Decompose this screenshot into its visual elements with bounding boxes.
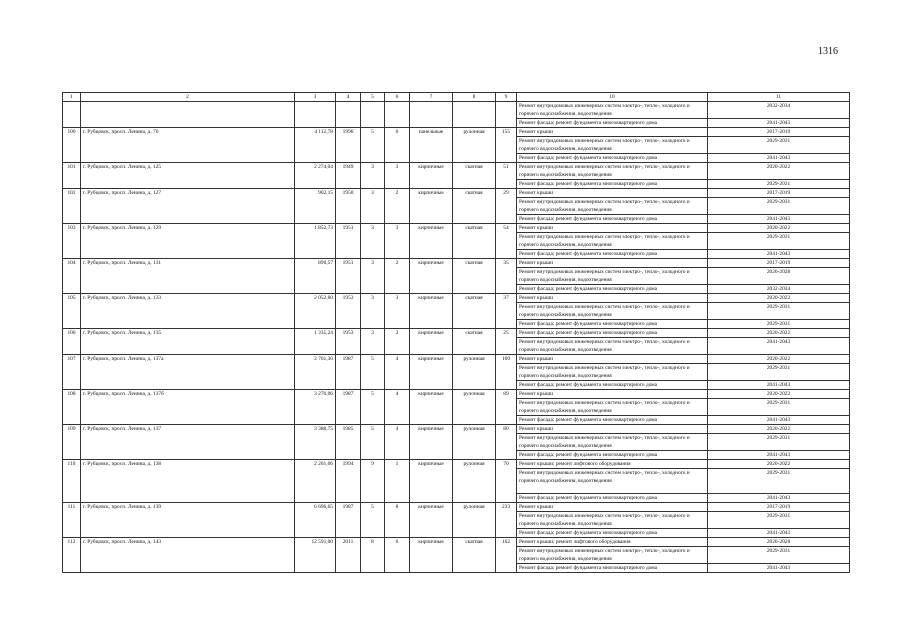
cell-work-type: Ремонт внутридомовых инженерных систем электро-, тепло-, холодного и горячего водоснабжения, водоотведения: [517, 338, 708, 355]
table-row: [63, 355, 850, 364]
cell-work-type: Ремонт крыши: [517, 128, 708, 137]
cell-work-type: Ремонт фасада; ремонт фундамента многоквартирного дома: [517, 416, 708, 425]
cell-apartments: 100: [496, 355, 517, 390]
cell-period: 2041-2043: [708, 451, 850, 460]
cell-period: 2041-2043: [708, 416, 850, 425]
cell-entrances: 6: [385, 538, 410, 573]
cell-apartments: 54: [496, 224, 517, 259]
cell-wall-material: кирпичные: [410, 460, 453, 503]
cell-row-number: 108: [63, 390, 81, 425]
cell-period: 2041-2043: [708, 215, 850, 224]
cell-address: г. Рубцовск, просп. Ленина, д. 129: [81, 224, 295, 259]
cell-floors: 3: [361, 294, 385, 329]
table-row: [63, 294, 850, 303]
cell-area: 902,15: [295, 189, 336, 224]
cell-apartments: 35: [496, 259, 517, 294]
cell-period: 2029-2031: [708, 547, 850, 564]
header-cell: 3: [295, 93, 336, 102]
cell-address: г. Рубцовск, просп. Ленина, д. 139: [81, 503, 295, 538]
cell-area: 4 112,78: [295, 128, 336, 163]
cell-row-number: 110: [63, 460, 81, 503]
cell-period: 2029-2031: [708, 180, 850, 189]
cell-year-built: 1953: [336, 329, 361, 355]
cell-area: 3 388,75: [295, 425, 336, 460]
cell-work-type: Ремонт фасада; ремонт фундамента многоквартирного дома: [517, 285, 708, 294]
table-row: [63, 163, 850, 180]
cell-year-built: 1951: [336, 224, 361, 259]
cell-year-built: 1985: [336, 425, 361, 460]
cell-period: 2029-2031: [708, 137, 850, 154]
cell-entrances: 6: [385, 128, 410, 163]
cell-period: 2020-2022: [708, 390, 850, 399]
cell-apartments: 37: [496, 294, 517, 329]
cell-wall-material: кирпичные: [410, 390, 453, 425]
table-row: [63, 460, 850, 469]
cell-address: [81, 102, 295, 128]
cell-row-number: 111: [63, 503, 81, 538]
cell-row-number: 112: [63, 538, 81, 573]
cell-work-type: Ремонт крыши: [517, 425, 708, 434]
cell-period: 2029-2031: [708, 469, 850, 494]
cell-wall-material: [410, 102, 453, 128]
cell-apartments: 233: [496, 503, 517, 538]
cell-entrances: 4: [385, 425, 410, 460]
cell-period: 2041-2043: [708, 154, 850, 163]
cell-floors: 3: [361, 329, 385, 355]
cell-apartments: 155: [496, 128, 517, 163]
cell-period: 2029-2031: [708, 364, 850, 381]
cell-area: 2 274,04: [295, 163, 336, 189]
cell-address: г. Рубцовск, просп. Ленина, д. 125: [81, 163, 295, 189]
cell-period: 2017-2019: [708, 189, 850, 198]
cell-roof-type: скатная: [453, 224, 496, 259]
cell-year-built: 1987: [336, 503, 361, 538]
cell-entrances: 3: [385, 294, 410, 329]
cell-roof-type: скатная: [453, 329, 496, 355]
cell-wall-material: кирпичные: [410, 538, 453, 573]
cell-roof-type: рулонная: [453, 390, 496, 425]
cell-row-number: 102: [63, 189, 81, 224]
cell-floors: 3: [361, 224, 385, 259]
cell-apartments: 89: [496, 390, 517, 425]
header-cell: 9: [496, 93, 517, 102]
cell-entrances: 2: [385, 259, 410, 294]
cell-period: 2032-2034: [708, 102, 850, 119]
cell-apartments: 25: [496, 329, 517, 355]
cell-apartments: 51: [496, 163, 517, 189]
cell-work-type: Ремонт фасада; ремонт фундамента многоквартирного дома: [517, 320, 708, 329]
repair-schedule-table: [62, 92, 850, 573]
cell-period: 2041-2043: [708, 381, 850, 390]
cell-address: г. Рубцовск, просп. Ленина, д. 143: [81, 538, 295, 573]
cell-year-built: 1987: [336, 355, 361, 390]
cell-work-type: Ремонт крыши: [517, 294, 708, 303]
cell-wall-material: кирпичные: [410, 259, 453, 294]
header-cell: 5: [361, 93, 385, 102]
cell-area: 6 696,65: [295, 503, 336, 538]
cell-roof-type: скатная: [453, 189, 496, 224]
cell-address: г. Рубцовск, просп. Ленина, д. 127: [81, 189, 295, 224]
cell-work-type: Ремонт крыши; ремонт лифтового оборудования: [517, 538, 708, 547]
page-number: 1316: [818, 46, 838, 57]
header-cell: 11: [708, 93, 850, 102]
cell-period: 2041-2043: [708, 494, 850, 503]
header-cell: 7: [410, 93, 453, 102]
cell-row-number: 104: [63, 259, 81, 294]
table-row: [63, 503, 850, 512]
cell-period: 2041-2043: [708, 338, 850, 355]
cell-work-type: Ремонт внутридомовых инженерных систем электро-, тепло-, холодного и горячего водоснабжения, водоотведения: [517, 434, 708, 451]
cell-work-type: Ремонт крыши: [517, 503, 708, 512]
cell-year-built: 1994: [336, 460, 361, 503]
cell-area: 3 276,06: [295, 390, 336, 425]
cell-work-type: Ремонт фасада; ремонт фундамента многоквартирного дома: [517, 180, 708, 189]
cell-area: 2 261,06: [295, 460, 336, 503]
cell-area: [295, 102, 336, 128]
cell-roof-type: скатная: [453, 163, 496, 189]
header-cell: 1: [63, 93, 81, 102]
cell-work-type: Ремонт фасада; ремонт фундамента многоквартирного дома: [517, 119, 708, 128]
cell-address: г. Рубцовск, просп. Ленина, д. 135: [81, 329, 295, 355]
cell-entrances: 1: [385, 460, 410, 503]
cell-period: 2017-2019: [708, 503, 850, 512]
cell-apartments: 70: [496, 460, 517, 503]
cell-work-type: Ремонт фасада; ремонт фундамента многоквартирного дома: [517, 154, 708, 163]
table-row: [63, 102, 850, 119]
cell-floors: 5: [361, 503, 385, 538]
cell-entrances: 3: [385, 163, 410, 189]
table-row: [63, 224, 850, 233]
table-row: [63, 329, 850, 338]
cell-row-number: 106: [63, 329, 81, 355]
table-wrapper: [62, 92, 850, 573]
cell-year-built: 1949: [336, 163, 361, 189]
cell-year-built: 1951: [336, 259, 361, 294]
cell-roof-type: рулонная: [453, 460, 496, 503]
cell-work-type: Ремонт внутридомовых инженерных систем электро-, тепло-, холодного и горячего водоснабжения, водоотведения: [517, 233, 708, 250]
cell-row-number: 109: [63, 425, 81, 460]
table-row: [63, 259, 850, 268]
cell-period: 2026-2028: [708, 268, 850, 285]
cell-entrances: 4: [385, 390, 410, 425]
cell-floors: 5: [361, 128, 385, 163]
cell-period: 2041-2043: [708, 119, 850, 128]
cell-period: 2041-2043: [708, 250, 850, 259]
cell-area: 12 591,00: [295, 538, 336, 573]
cell-period: 2029-2031: [708, 399, 850, 416]
cell-roof-type: скатная: [453, 259, 496, 294]
cell-work-type: Ремонт внутридомовых инженерных систем электро-, тепло-, холодного и горячего водоснабжения, водоотведения: [517, 547, 708, 564]
cell-work-type: Ремонт внутридомовых инженерных систем электро-, тепло-, холодного и горячего водоснабжения, водоотведения: [517, 364, 708, 381]
cell-row-number: [63, 102, 81, 128]
header-row: [63, 93, 850, 102]
cell-work-type: Ремонт внутридомовых инженерных систем электро-, тепло-, холодного и горячего водоснабжения, водоотведения: [517, 198, 708, 215]
table-row: [63, 189, 850, 198]
cell-period: 2020-2022: [708, 329, 850, 338]
header-cell: 8: [453, 93, 496, 102]
cell-period: 2029-2031: [708, 320, 850, 329]
cell-floors: 5: [361, 390, 385, 425]
cell-work-type: Ремонт внутридомовых инженерных систем электро-, тепло-, холодного и горячего водоснабжения, водоотведения: [517, 102, 708, 119]
table-row: [63, 390, 850, 399]
cell-area: 1 852,73: [295, 224, 336, 259]
header-cell: 4: [336, 93, 361, 102]
table-row: [63, 538, 850, 547]
cell-roof-type: скатная: [453, 294, 496, 329]
cell-period: 2041-2043: [708, 564, 850, 573]
cell-area: 2 761,30: [295, 355, 336, 390]
cell-work-type: Ремонт внутридомовых инженерных систем электро-, тепло-, холодного и горячего водоснабжения, водоотведения: [517, 512, 708, 529]
cell-wall-material: кирпичные: [410, 224, 453, 259]
cell-apartments: 162: [496, 538, 517, 573]
cell-row-number: 105: [63, 294, 81, 329]
cell-work-type: Ремонт внутридомовых инженерных систем электро-, тепло-, холодного и горячего водоснабжения, водоотведения: [517, 469, 708, 494]
cell-entrances: 4: [385, 355, 410, 390]
cell-row-number: 101: [63, 163, 81, 189]
cell-work-type: Ремонт крыши: [517, 259, 708, 268]
cell-entrances: 2: [385, 329, 410, 355]
cell-work-type: Ремонт фасада; ремонт фундамента многоквартирного дома: [517, 494, 708, 503]
cell-work-type: Ремонт фасада; ремонт фундамента многоквартирного дома: [517, 381, 708, 390]
cell-work-type: Ремонт крыши: [517, 390, 708, 399]
cell-row-number: 100: [63, 128, 81, 163]
cell-period: 2029-2031: [708, 198, 850, 215]
cell-work-type: Ремонт фасада; ремонт фундамента многоквартирного дома: [517, 215, 708, 224]
cell-wall-material: кирпичные: [410, 503, 453, 538]
cell-period: 2020-2022: [708, 294, 850, 303]
cell-period: 2032-2034: [708, 285, 850, 294]
cell-wall-material: панельные: [410, 128, 453, 163]
cell-year-built: 2011: [336, 538, 361, 573]
cell-year-built: [336, 102, 361, 128]
cell-period: 2020-2022: [708, 425, 850, 434]
cell-floors: 3: [361, 189, 385, 224]
cell-floors: 5: [361, 425, 385, 460]
cell-address: г. Рубцовск, просп. Ленина, д. 133: [81, 294, 295, 329]
cell-floors: 9: [361, 460, 385, 503]
cell-work-type: Ремонт внутридомовых инженерных систем электро-, тепло-, холодного и горячего водоснабжения, водоотведения: [517, 137, 708, 154]
cell-work-type: Ремонт фасада; ремонт фундамента многоквартирного дома: [517, 529, 708, 538]
cell-floors: [361, 102, 385, 128]
cell-year-built: 1953: [336, 294, 361, 329]
cell-year-built: 1987: [336, 390, 361, 425]
cell-row-number: 103: [63, 224, 81, 259]
cell-entrances: 2: [385, 189, 410, 224]
cell-roof-type: рулонная: [453, 503, 496, 538]
cell-entrances: 3: [385, 224, 410, 259]
cell-apartments: [496, 102, 517, 128]
cell-period: 2026-2028: [708, 538, 850, 547]
cell-roof-type: скатная: [453, 538, 496, 573]
cell-wall-material: кирпичные: [410, 329, 453, 355]
cell-work-type: Ремонт внутридомовых инженерных систем электро-, тепло-, холодного и горячего водоснабжения, водоотведения: [517, 163, 708, 180]
cell-period: 2020-2022: [708, 163, 850, 180]
header-cell: 2: [81, 93, 295, 102]
cell-wall-material: кирпичные: [410, 189, 453, 224]
cell-area: 2 052,60: [295, 294, 336, 329]
table-row: [63, 425, 850, 434]
cell-address: г. Рубцовск, просп. Ленина, д. 137б: [81, 390, 295, 425]
cell-work-type: Ремонт внутридомовых инженерных систем электро-, тепло-, холодного и горячего водоснабжения, водоотведения: [517, 268, 708, 285]
cell-floors: 5: [361, 355, 385, 390]
cell-wall-material: кирпичные: [410, 425, 453, 460]
cell-year-built: 1950: [336, 189, 361, 224]
table-row: [63, 128, 850, 137]
cell-period: 2029-2031: [708, 233, 850, 250]
cell-work-type: Ремонт фасада; ремонт фундамента многоквартирного дома: [517, 250, 708, 259]
cell-area: 890,57: [295, 259, 336, 294]
cell-wall-material: кирпичные: [410, 163, 453, 189]
cell-period: 2029-2031: [708, 512, 850, 529]
cell-wall-material: кирпичные: [410, 355, 453, 390]
cell-period: 2017-2019: [708, 128, 850, 137]
cell-address: г. Рубцовск, просп. Ленина, д. 137: [81, 425, 295, 460]
cell-period: 2041-2043: [708, 529, 850, 538]
cell-period: 2020-2022: [708, 224, 850, 233]
cell-floors: 8: [361, 538, 385, 573]
cell-entrances: [385, 102, 410, 128]
cell-work-type: Ремонт внутридомовых инженерных систем электро-, тепло-, холодного и горячего водоснабжения, водоотведения: [517, 399, 708, 416]
cell-period: 2029-2031: [708, 303, 850, 320]
cell-work-type: Ремонт крыши; ремонт лифтового оборудования: [517, 460, 708, 469]
cell-address: г. Рубцовск, просп. Ленина, д. 138: [81, 460, 295, 503]
cell-apartments: 29: [496, 189, 517, 224]
cell-period: 2017-2019: [708, 259, 850, 268]
cell-work-type: Ремонт фасада; ремонт фундамента многоквартирного дома: [517, 564, 708, 573]
cell-wall-material: кирпичные: [410, 294, 453, 329]
cell-roof-type: рулонная: [453, 355, 496, 390]
cell-area: 1 335,24: [295, 329, 336, 355]
cell-work-type: Ремонт фасада; ремонт фундамента многоквартирного дома: [517, 451, 708, 460]
cell-work-type: Ремонт фасада; ремонт фундамента многоквартирного дома: [517, 329, 708, 338]
cell-period: 2020-2022: [708, 460, 850, 469]
cell-floors: 3: [361, 163, 385, 189]
cell-work-type: Ремонт внутридомовых инженерных систем электро-, тепло-, холодного и горячего водоснабжения, водоотведения: [517, 303, 708, 320]
cell-address: г. Рубцовск, просп. Ленина, д. 131: [81, 259, 295, 294]
cell-work-type: Ремонт крыши: [517, 224, 708, 233]
header-cell: 6: [385, 93, 410, 102]
cell-year-built: 1996: [336, 128, 361, 163]
cell-period: 2020-2022: [708, 355, 850, 364]
cell-floors: 3: [361, 259, 385, 294]
cell-entrances: 8: [385, 503, 410, 538]
cell-roof-type: [453, 102, 496, 128]
cell-work-type: Ремонт крыши: [517, 189, 708, 198]
cell-row-number: 107: [63, 355, 81, 390]
header-cell: 10: [517, 93, 708, 102]
cell-roof-type: рулонная: [453, 425, 496, 460]
cell-address: г. Рубцовск, просп. Ленина, д. 137а: [81, 355, 295, 390]
cell-roof-type: рулонная: [453, 128, 496, 163]
cell-address: г. Рубцовск, просп. Ленина, д. 70: [81, 128, 295, 163]
cell-apartments: 80: [496, 425, 517, 460]
cell-period: 2029-2031: [708, 434, 850, 451]
cell-work-type: Ремонт крыши: [517, 355, 708, 364]
